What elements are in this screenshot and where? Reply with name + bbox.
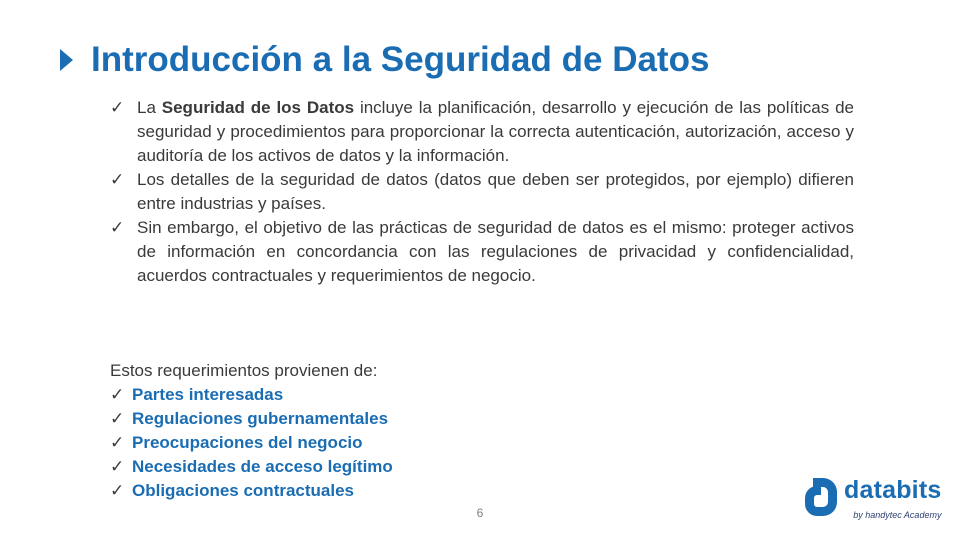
requirement-item [110, 455, 510, 479]
bullet-item [110, 168, 854, 216]
requirement-label: Regulaciones gubernamentales [132, 409, 389, 428]
checkmark-icon: ✓ [110, 433, 125, 452]
bullet-text-prefix: La [137, 98, 162, 117]
bullet-list [110, 96, 854, 288]
bullet-item [110, 96, 854, 168]
requirement-label: Preocupaciones del negocio [132, 433, 363, 452]
title-row [60, 40, 709, 80]
databits-logo-icon [803, 476, 837, 518]
requirement-item [110, 383, 510, 407]
requirement-label: Partes interesadas [132, 385, 284, 404]
bullet-text-bold: Seguridad de los Datos [161, 98, 355, 117]
page-number: 6 [476, 506, 484, 520]
requirement-label: Obligaciones contractuales [132, 481, 355, 500]
checkmark-icon: ✓ [110, 385, 125, 404]
bullet-text: Sin embargo, el objetivo de las prácticas de seguridad de datos es el mismo: proteger activos de información en concordancia con las regulaciones de privacidad y confidencialidad, acuerdos contractuales y requerimientos de negocio. [137, 218, 854, 285]
requirements-section [110, 359, 510, 503]
requirement-item [110, 431, 510, 455]
logo-wordmark: databits [844, 476, 942, 504]
requirements-intro: Estos requerimientos provienen de: [110, 361, 378, 380]
triangle-right-icon [60, 49, 73, 71]
logo-tagline: by handytec Academy [853, 510, 942, 520]
databits-logo [803, 476, 941, 520]
slide-title: Introducción a la Seguridad de Datos [91, 40, 710, 79]
requirement-item [110, 407, 510, 431]
checkmark-icon: ✓ [110, 457, 125, 476]
requirements-list [110, 383, 510, 503]
checkmark-icon: ✓ [110, 98, 125, 117]
bullet-text: Los detalles de la seguridad de datos (datos que deben ser protegidos, por ejemplo) difieren entre industrias y países. [137, 170, 854, 213]
checkmark-icon: ✓ [110, 409, 125, 428]
checkmark-icon: ✓ [110, 481, 125, 500]
checkmark-icon: ✓ [110, 218, 125, 237]
requirement-label: Necesidades de acceso legítimo [132, 457, 393, 476]
checkmark-icon: ✓ [110, 170, 125, 189]
bullet-item [110, 216, 854, 288]
requirement-item [110, 479, 510, 503]
bullet-text-suffix: incluye la planificación, desarrollo y ejecución de las políticas de seguridad y procedimientos para proporcionar la correcta autenticación, autorización, acceso y auditoría de los activos de datos y la información. [137, 98, 854, 165]
